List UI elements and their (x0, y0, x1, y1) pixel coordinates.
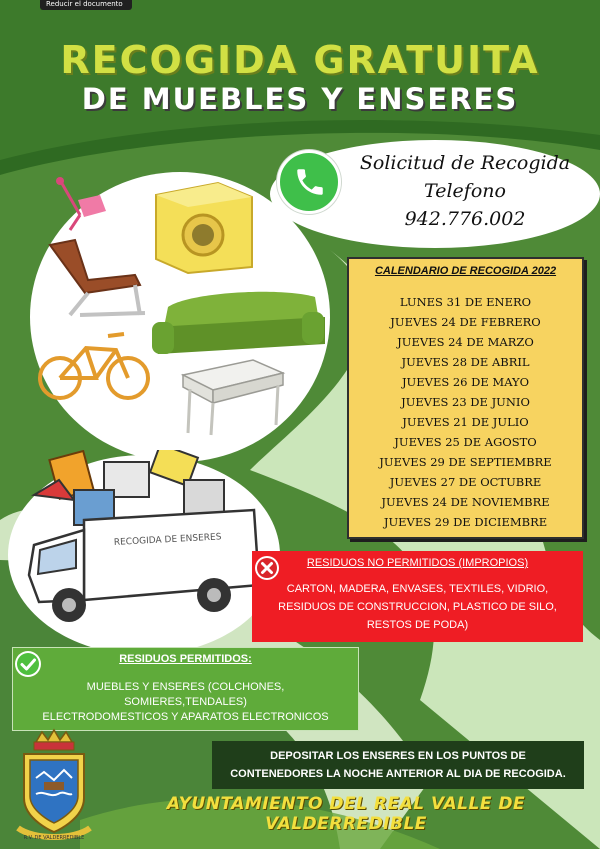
calendar-date: JUEVES 29 DE SEPTIEMBRE (379, 455, 552, 469)
calendar-date: LUNES 31 DE ENERO (399, 295, 532, 309)
phone-icon (277, 150, 341, 214)
chair-icon (40, 235, 150, 320)
truck-icon (14, 450, 274, 650)
calendar-date: JUEVES 21 DE JULIO (402, 415, 529, 429)
not-allowed-line: RESIDUOS DE CONSTRUCCION, PLASTICO DE SILO, (278, 601, 557, 613)
contact-phone-number: 942.776.002 (404, 208, 526, 230)
allowed-line: ELECTRODOMESTICOS Y APARATOS ELECTRONICOS (42, 711, 329, 723)
collection-calendar (347, 257, 584, 539)
contact-request-label: Solicitud de Recogida (359, 152, 571, 174)
calendar-date: JUEVES 25 DE AGOSTO (394, 435, 537, 449)
truck-label: RECOGIDA DE ENSERES (113, 532, 222, 548)
calendar-date: JUEVES 27 DE OCTUBRE (389, 475, 542, 489)
allowed-title: RESIDUOS PERMITIDOS: (119, 653, 252, 665)
title-line-1: RECOGIDA GRATUITA (60, 38, 540, 82)
not-allowed-line: RESTOS DE PODA) (366, 619, 469, 631)
calendar-date: JUEVES 24 DE NOVIEMBRE (381, 495, 550, 509)
console-table-icon (178, 355, 288, 437)
reduce-document-tab[interactable]: Reducir el documento (40, 0, 132, 10)
calendar-date: JUEVES 26 DE MAYO (401, 375, 530, 389)
calendar-date: JUEVES 29 DE DICIEMBRE (383, 515, 548, 529)
not-allowed-list (262, 580, 573, 634)
calendar-date: JUEVES 23 DE JUNIO (401, 395, 530, 409)
calendar-title: CALENDARIO DE RECOGIDA 2022 (374, 265, 557, 277)
title-line-2: DE MUEBLES Y ENSERES (81, 82, 519, 116)
calendar-date: JUEVES 24 DE MARZO (397, 335, 534, 349)
washing-machine-icon (148, 175, 260, 275)
deposit-line: CONTENEDORES LA NOCHE ANTERIOR AL DIA DE RECOGIDA. (230, 768, 566, 780)
sofa-icon (150, 282, 328, 362)
deposit-instructions (212, 747, 584, 783)
bicycle-icon (38, 328, 153, 406)
calendar-date: JUEVES 24 DE FEBRERO (390, 315, 541, 329)
allowed-list (22, 680, 349, 725)
contact-phone-label: Telefono (424, 180, 506, 202)
allowed-line: MUEBLES Y ENSERES (COLCHONES, (86, 681, 285, 693)
calendar-dates (349, 292, 582, 532)
crest-text: R.V. DE VALDERREDIBLE (23, 835, 85, 841)
allowed-line: SOMIERES,TENDALES) (124, 696, 247, 708)
footer-title: AYUNTAMIENTO DEL REAL VALLE DE VALDERREDIBLE (166, 794, 526, 834)
not-allowed-line: CARTON, MADERA, ENVASES, TEXTILES, VIDRIO, (286, 583, 549, 595)
municipal-crest (14, 728, 94, 843)
deposit-line: DEPOSITAR LOS ENSERES EN LOS PUNTOS DE (270, 750, 526, 762)
calendar-date: JUEVES 28 DE ABRIL (401, 355, 530, 369)
not-allowed-title: RESIDUOS NO PERMITIDOS (IMPROPIOS) (306, 557, 529, 569)
